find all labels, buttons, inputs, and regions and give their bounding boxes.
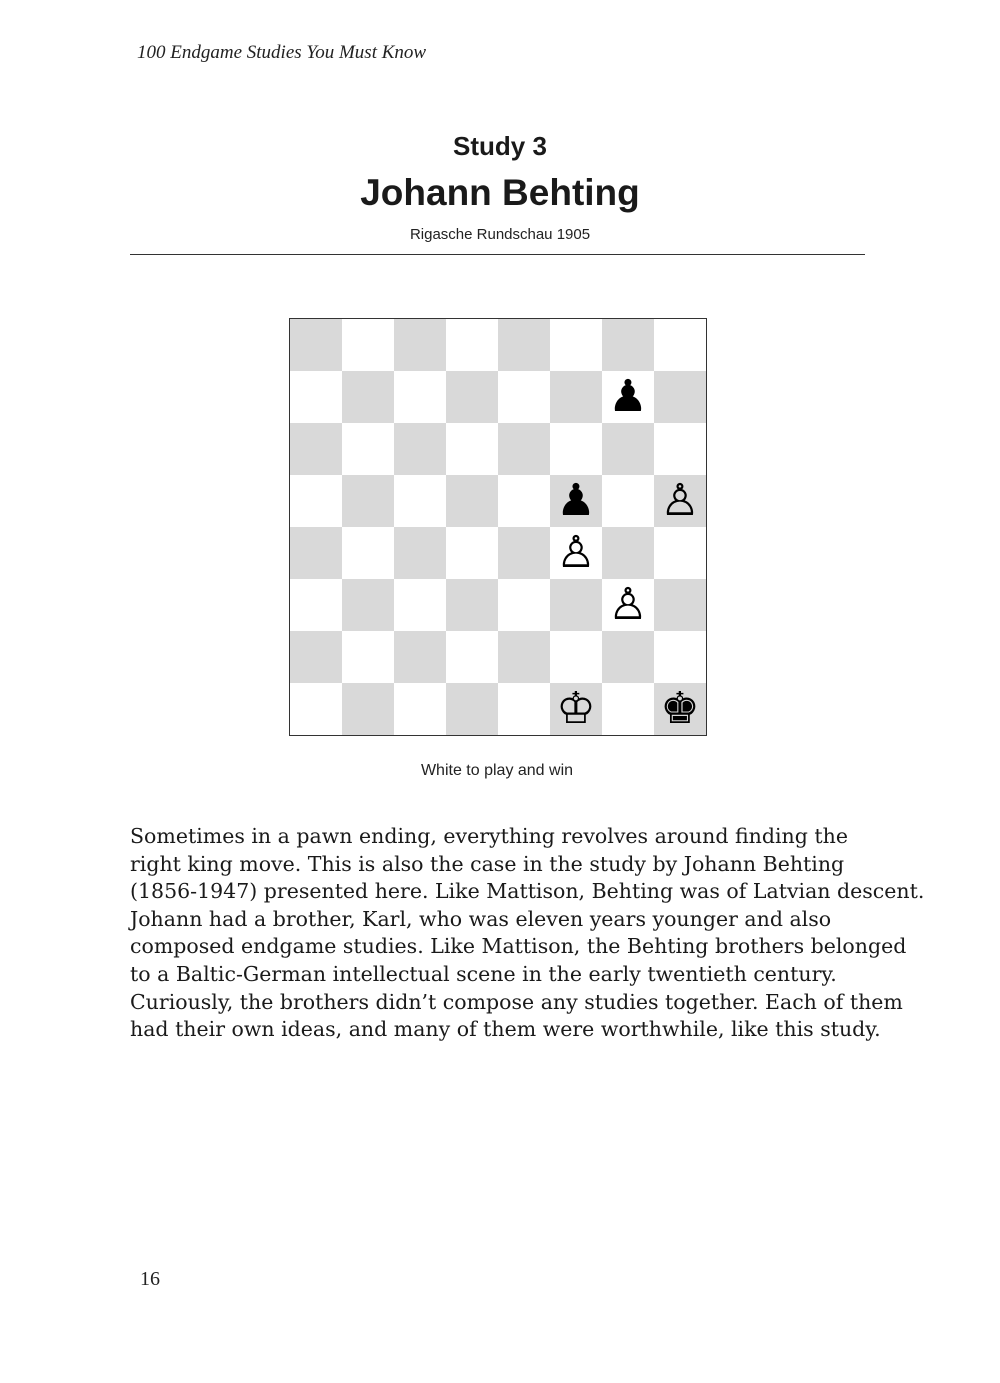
square-a2 (290, 631, 342, 683)
square-h7 (654, 371, 706, 423)
square-f6 (550, 423, 602, 475)
square-h2 (654, 631, 706, 683)
square-f4 (550, 527, 602, 579)
square-c2 (394, 631, 446, 683)
square-g6 (602, 423, 654, 475)
square-d3 (446, 579, 498, 631)
diagram-caption: White to play and win (420, 762, 574, 779)
square-c6 (394, 423, 446, 475)
square-b3 (342, 579, 394, 631)
square-e1 (498, 683, 550, 735)
title-divider (130, 254, 865, 255)
chess-board (289, 318, 707, 736)
square-d4 (446, 527, 498, 579)
square-a5 (290, 475, 342, 527)
square-b1 (342, 683, 394, 735)
body-line: had their own ideas, and many of them were worthwhile, like this study. (130, 1017, 881, 1042)
white-pawn-icon: ♙ (556, 527, 596, 578)
square-f8 (550, 319, 602, 371)
square-g3 (602, 579, 654, 631)
body-paragraph (130, 823, 925, 1044)
study-source: Rigasche Rundschau 1905 (409, 226, 591, 243)
square-d6 (446, 423, 498, 475)
square-b7 (342, 371, 394, 423)
square-d7 (446, 371, 498, 423)
square-h8 (654, 319, 706, 371)
square-f7 (550, 371, 602, 423)
square-a7 (290, 371, 342, 423)
square-a4 (290, 527, 342, 579)
square-g1 (602, 683, 654, 735)
page-number: 16 (140, 1268, 160, 1290)
square-g7 (602, 371, 654, 423)
square-d5 (446, 475, 498, 527)
square-d1 (446, 683, 498, 735)
body-line: (1856-1947) presented here. Like Mattison, Behting was of Latvian descent. (130, 879, 925, 904)
square-e4 (498, 527, 550, 579)
white-pawn-icon: ♙ (608, 579, 648, 630)
square-e2 (498, 631, 550, 683)
square-a8 (290, 319, 342, 371)
square-a6 (290, 423, 342, 475)
square-b2 (342, 631, 394, 683)
white-king-icon: ♔ (556, 683, 596, 734)
body-line: composed endgame studies. Like Mattison, the Behting brothers belonged (130, 934, 907, 959)
square-e3 (498, 579, 550, 631)
square-e6 (498, 423, 550, 475)
square-f5 (550, 475, 602, 527)
square-f1 (550, 683, 602, 735)
square-c8 (394, 319, 446, 371)
body-line: Johann had a brother, Karl, who was eleven years younger and also (130, 906, 832, 931)
study-number: Study 3 (453, 131, 547, 161)
square-h6 (654, 423, 706, 475)
square-c3 (394, 579, 446, 631)
square-a1 (290, 683, 342, 735)
square-h1 (654, 683, 706, 735)
square-h3 (654, 579, 706, 631)
square-h5 (654, 475, 706, 527)
square-a3 (290, 579, 342, 631)
square-c5 (394, 475, 446, 527)
square-e7 (498, 371, 550, 423)
body-line: right king move. This is also the case in the study by Johann Behting (130, 851, 845, 876)
square-e5 (498, 475, 550, 527)
square-b4 (342, 527, 394, 579)
square-c4 (394, 527, 446, 579)
square-g8 (602, 319, 654, 371)
white-pawn-icon: ♙ (660, 475, 700, 526)
square-c1 (394, 683, 446, 735)
square-b8 (342, 319, 394, 371)
black-pawn-icon: ♟ (608, 371, 648, 422)
square-g5 (602, 475, 654, 527)
square-g2 (602, 631, 654, 683)
square-d2 (446, 631, 498, 683)
square-c7 (394, 371, 446, 423)
square-f2 (550, 631, 602, 683)
body-line: to a Baltic-German intellectual scene in the early twentieth century. (130, 961, 837, 986)
square-h4 (654, 527, 706, 579)
square-b5 (342, 475, 394, 527)
body-line: Sometimes in a pawn ending, everything revolves around finding the (130, 824, 848, 848)
body-line: Curiously, the brothers didn’t compose any studies together. Each of them (130, 989, 903, 1014)
square-d8 (446, 319, 498, 371)
study-title: Johann Behting (360, 172, 640, 213)
square-e8 (498, 319, 550, 371)
black-king-icon: ♚ (660, 683, 700, 734)
square-f3 (550, 579, 602, 631)
square-g4 (602, 527, 654, 579)
square-b6 (342, 423, 394, 475)
running-head: 100 Endgame Studies You Must Know (137, 42, 427, 63)
black-pawn-icon: ♟ (556, 475, 596, 526)
